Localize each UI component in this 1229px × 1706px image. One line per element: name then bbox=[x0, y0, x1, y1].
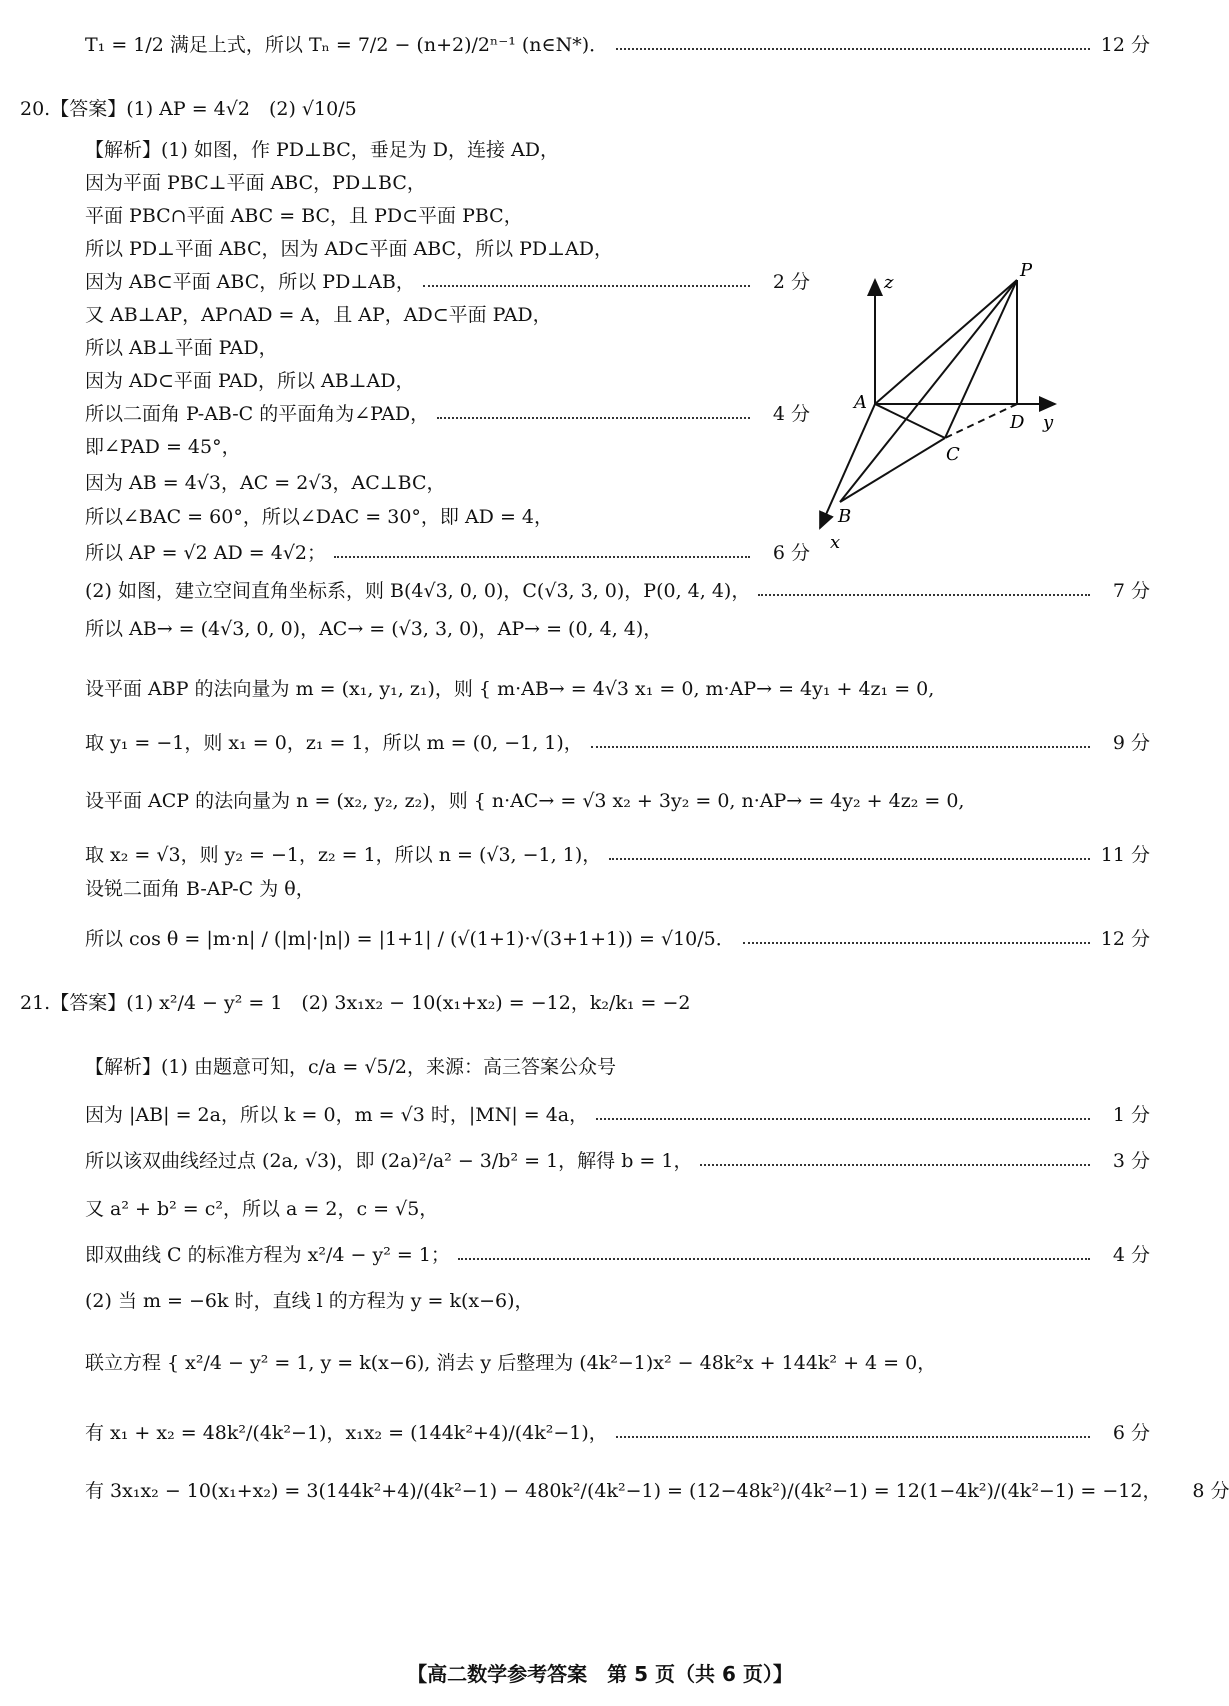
line-text: 设平面 ACP 的法向量为 n = (x₂, y₂, z₂)，则 { n·AC→ = √3 x₂ + 3y₂ = 0, n·AP→ = 4y₂ + 4z₂ = 0, bbox=[85, 790, 965, 812]
text-line bbox=[85, 1284, 1150, 1318]
dot-leader bbox=[616, 46, 1090, 50]
text-line bbox=[85, 1474, 1229, 1508]
segment-AC bbox=[875, 404, 945, 438]
text-line bbox=[85, 536, 810, 570]
label-C: C bbox=[946, 444, 960, 465]
score-label: 9 分 bbox=[1112, 732, 1150, 754]
text-line bbox=[85, 1050, 1150, 1084]
line-text: 20.【答案】(1) AP = 4√2 (2) √10/5 bbox=[20, 98, 357, 120]
label-x: x bbox=[830, 532, 841, 553]
label-P: P bbox=[1020, 260, 1033, 281]
line-text: 有 x₁ + x₂ = 48k²/(4k²−1)，x₁x₂ = (144k²+4)/(4k²−1)， bbox=[85, 1422, 608, 1444]
score-label: 1 分 bbox=[1112, 1104, 1150, 1126]
label-B: B bbox=[838, 506, 852, 527]
line-text: (2) 如图，建立空间直角坐标系，则 B(4√3, 0, 0)，C(√3, 3, 0)，P(0, 4, 4)， bbox=[85, 580, 751, 602]
text-line bbox=[85, 784, 1150, 818]
text-line bbox=[85, 397, 810, 431]
dot-leader bbox=[609, 856, 1090, 860]
segment-PC bbox=[945, 280, 1017, 438]
text-line bbox=[85, 1192, 1150, 1226]
text-line bbox=[85, 726, 1150, 760]
dot-leader bbox=[423, 283, 750, 287]
line-text: 有 3x₁x₂ − 10(x₁+x₂) = 3(144k²+4)/(4k²−1) − 480k²/(4k²−1) = (12−48k²)/(4k²−1) = 12(1−4k²)/(4k²−1) = −12， bbox=[85, 1480, 1162, 1502]
score-label: 2 分 bbox=[772, 271, 810, 293]
text-line bbox=[85, 1346, 1150, 1380]
label-D: D bbox=[1010, 412, 1025, 433]
line-text: 因为 |AB| = 2a，所以 k = 0，m = √3 时，|MN| = 4a， bbox=[85, 1104, 589, 1126]
line-text: 设平面 ABP 的法向量为 m = (x₁, y₁, z₁)，则 { m·AB→ = 4√3 x₁ = 0, m·AP→ = 4y₁ + 4z₁ = 0, bbox=[85, 678, 935, 700]
text-line bbox=[85, 1416, 1150, 1450]
line-text: 取 x₂ = √3，则 y₂ = −1，z₂ = 1，所以 n = (√3, −1, 1)， bbox=[85, 844, 602, 866]
text-line bbox=[85, 672, 1150, 706]
score-label: 12 分 bbox=[1100, 928, 1150, 950]
dot-leader bbox=[437, 415, 750, 419]
dot-leader bbox=[591, 744, 1090, 748]
text-line bbox=[85, 199, 1150, 233]
line-text: 【解析】(1) 如图，作 PD⊥BC，垂足为 D，连接 AD， bbox=[85, 139, 559, 161]
line-text: 所以该双曲线经过点 (2a, √3)，即 (2a)²/a² − 3/b² = 1，解得 b = 1， bbox=[85, 1150, 693, 1172]
score-label: 6 分 bbox=[772, 542, 810, 564]
dot-leader bbox=[743, 940, 1090, 944]
score-label: 4 分 bbox=[1112, 1244, 1150, 1266]
line-text: 因为平面 PBC⊥平面 ABC，PD⊥BC， bbox=[85, 172, 426, 194]
score-label: 3 分 bbox=[1112, 1150, 1150, 1172]
text-line bbox=[85, 232, 1150, 266]
dot-leader bbox=[596, 1116, 1090, 1120]
dot-leader bbox=[458, 1256, 1090, 1260]
text-line bbox=[85, 922, 1150, 956]
text-line bbox=[85, 1098, 1150, 1132]
geometry-figure bbox=[830, 260, 1170, 600]
line-text: 所以 cos θ = |m·n| / (|m|·|n|) = |1+1| / (√(1+1)·√(3+1+1)) = √10/5． bbox=[85, 928, 735, 950]
segment-DC-dashed bbox=[945, 404, 1017, 438]
label-y: y bbox=[1043, 412, 1054, 433]
text-line bbox=[85, 166, 1150, 200]
line-text: 因为 AB⊂平面 ABC，所以 PD⊥AB， bbox=[85, 271, 415, 293]
line-text: 因为 AD⊂平面 PAD，所以 AB⊥AD， bbox=[85, 370, 415, 392]
text-line bbox=[85, 265, 810, 299]
line-text: 所以 AB⊥平面 PAD， bbox=[85, 337, 278, 359]
text-line bbox=[85, 612, 1150, 646]
segment-PA bbox=[875, 280, 1017, 404]
line-text: 平面 PBC∩平面 ABC = BC，且 PD⊂平面 PBC， bbox=[85, 205, 523, 227]
line-text: 所以 PD⊥平面 ABC，因为 AD⊂平面 ABC，所以 PD⊥AD， bbox=[85, 238, 613, 260]
line-text: 【解析】(1) 由题意可知，c/a = √5/2，来源：高三答案公众号 bbox=[85, 1056, 617, 1078]
score-label: 4 分 bbox=[772, 403, 810, 425]
score-label: 12 分 bbox=[1100, 34, 1150, 56]
dot-leader bbox=[700, 1162, 1090, 1166]
line-text: 又 AB⊥AP，AP∩AD = A，且 AP，AD⊂平面 PAD， bbox=[85, 304, 552, 326]
label-z: z bbox=[884, 272, 894, 293]
text-line bbox=[85, 838, 1150, 872]
text-line bbox=[85, 1238, 1150, 1272]
dot-leader bbox=[334, 554, 750, 558]
score-label: 6 分 bbox=[1112, 1422, 1150, 1444]
line-text: 取 y₁ = −1，则 x₁ = 0，z₁ = 1，所以 m = (0, −1, 1)， bbox=[85, 732, 583, 754]
line-text: 所以 AB→ = (4√3, 0, 0)，AC→ = (√3, 3, 0)，AP→ = (0, 4, 4)， bbox=[85, 618, 663, 640]
line-text: 21.【答案】(1) x²/4 − y² = 1 (2) 3x₁x₂ − 10(x₁+x₂) = −12，k₂/k₁ = −2 bbox=[20, 992, 691, 1014]
text-line bbox=[85, 28, 1150, 62]
line-text: 因为 AB = 4√3，AC = 2√3，AC⊥BC， bbox=[85, 472, 446, 494]
line-text: 所以二面角 P-AB-C 的平面角为∠PAD， bbox=[85, 403, 430, 425]
score-label: 7 分 bbox=[1112, 580, 1150, 602]
line-text: 所以∠BAC = 60°，所以∠DAC = 30°，即 AD = 4， bbox=[85, 506, 553, 528]
line-text: 即∠PAD = 45°， bbox=[85, 436, 241, 458]
page-footer: 【高二数学参考答案 第 5 页（共 6 页）】 bbox=[407, 1662, 793, 1686]
line-text: 所以 AP = √2 AD = 4√2； bbox=[85, 542, 327, 564]
line-text: 设锐二面角 B-AP-C 为 θ， bbox=[85, 878, 315, 900]
text-line bbox=[85, 1144, 1150, 1178]
text-line bbox=[20, 986, 1150, 1020]
line-text: (2) 当 m = −6k 时，直线 l 的方程为 y = k(x−6)， bbox=[85, 1290, 534, 1312]
line-text: 联立方程 { x²/4 − y² = 1, y = k(x−6), 消去 y 后整理为 (4k²−1)x² − 48k²x + 144k² + 4 = 0， bbox=[85, 1352, 937, 1374]
text-line bbox=[85, 872, 1150, 906]
dot-leader bbox=[616, 1434, 1090, 1438]
line-text: 即双曲线 C 的标准方程为 x²/4 − y² = 1； bbox=[85, 1244, 450, 1266]
text-line bbox=[20, 92, 1150, 126]
score-label: 11 分 bbox=[1100, 844, 1150, 866]
line-text: T₁ = 1/2 满足上式，所以 Tₙ = 7/2 − (n+2)/2ⁿ⁻¹ (n∈N*)． bbox=[85, 34, 609, 56]
line-text: 又 a² + b² = c²，所以 a = 2，c = √5， bbox=[85, 1198, 439, 1220]
label-A: A bbox=[854, 392, 867, 413]
text-line bbox=[85, 133, 1150, 167]
score-label: 8 分 bbox=[1192, 1480, 1229, 1502]
